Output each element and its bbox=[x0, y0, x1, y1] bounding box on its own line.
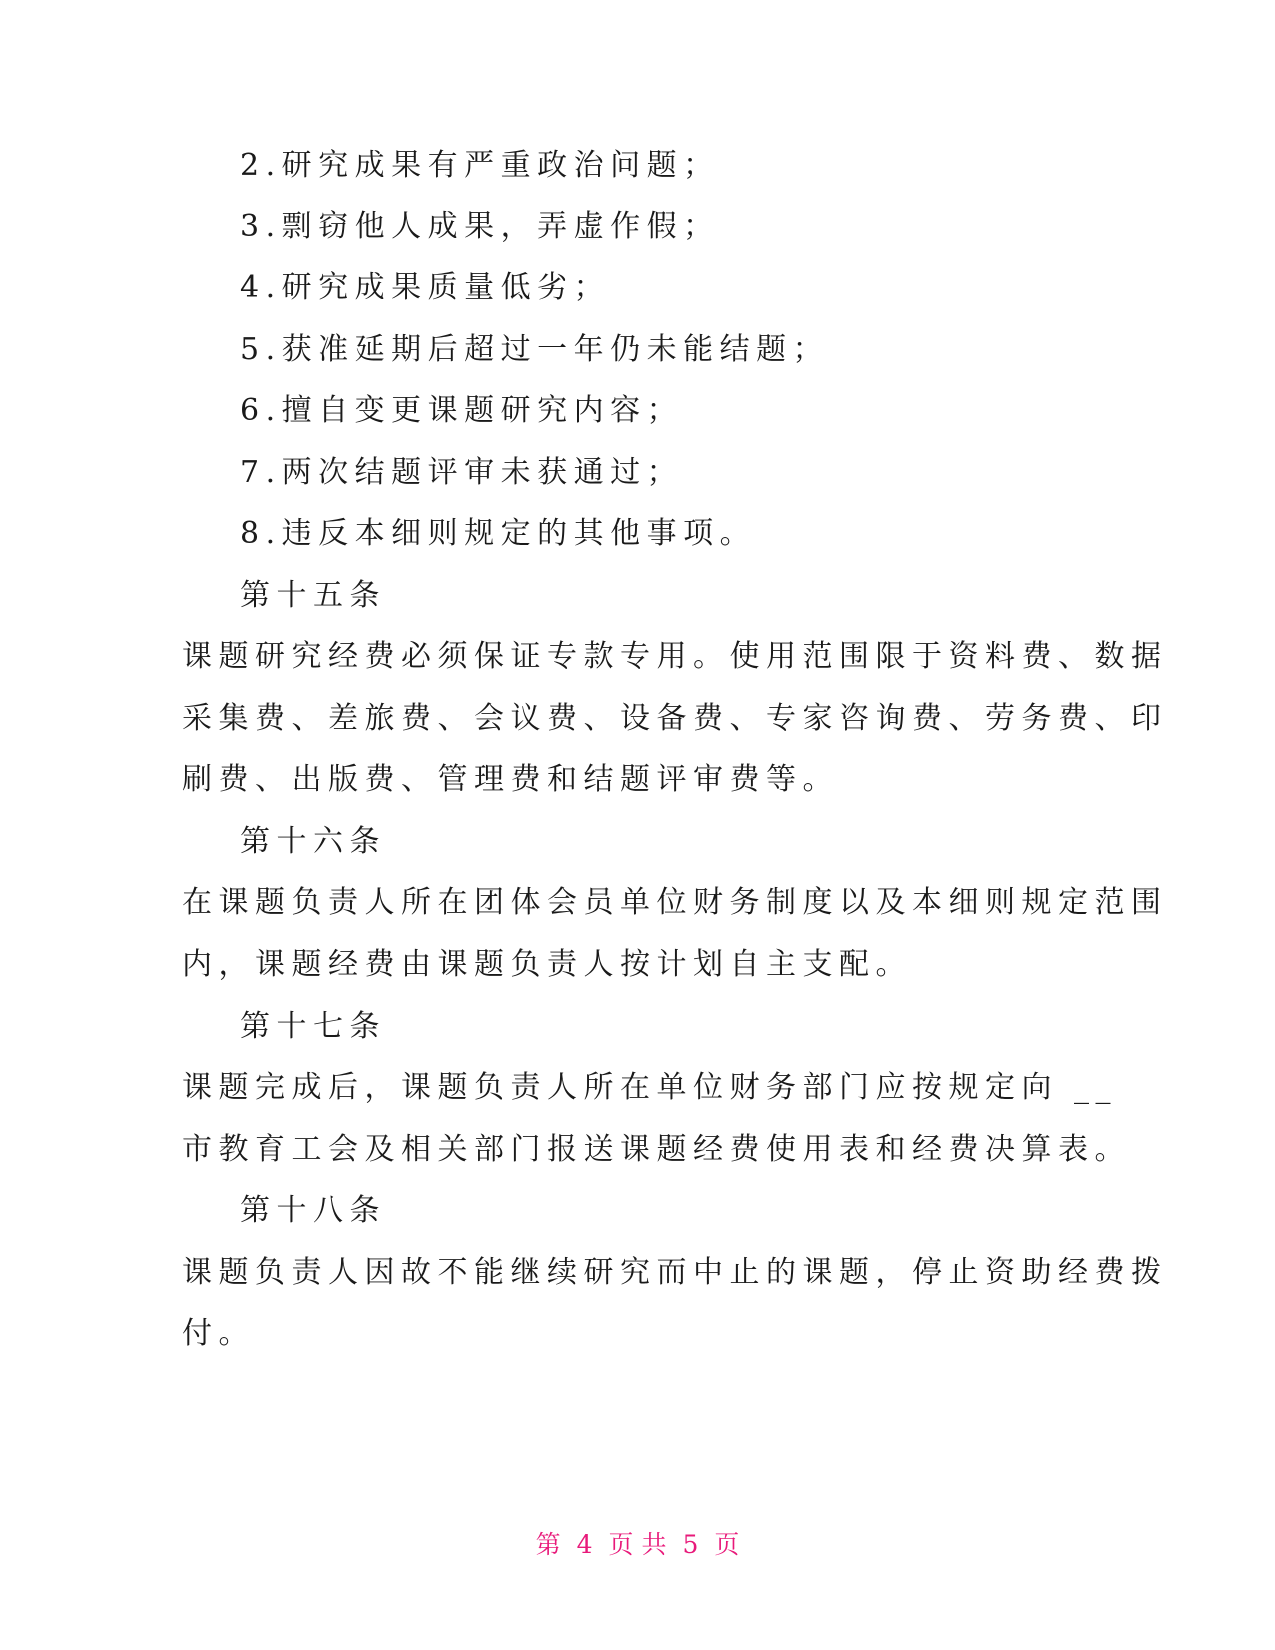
list-item: 8.违反本细则规定的其他事项。 bbox=[240, 516, 757, 551]
article-heading: 第十七条 bbox=[240, 1009, 386, 1044]
paragraph-line: 内，课题经费由课题负责人按计划自主支配。 bbox=[182, 947, 912, 982]
paragraph-line: 采集费、差旅费、会议费、设备费、专家咨询费、劳务费、印 bbox=[182, 701, 1168, 736]
list-item: 4.研究成果质量低劣； bbox=[240, 270, 611, 305]
footer-middle: 页 共 bbox=[608, 1530, 667, 1559]
article-heading: 第十五条 bbox=[240, 578, 386, 613]
page-number-footer bbox=[0, 1528, 1275, 1562]
footer-prefix: 第 bbox=[535, 1530, 561, 1559]
paragraph-line: 在课题负责人所在团体会员单位财务制度以及本细则规定范围 bbox=[182, 885, 1168, 920]
article-heading: 第十八条 bbox=[240, 1193, 386, 1228]
paragraph-line: 课题负责人因故不能继续研究而中止的课题，停止资助经费拨 bbox=[182, 1255, 1168, 1290]
list-item: 2.研究成果有严重政治问题； bbox=[240, 148, 720, 183]
article-heading: 第十六条 bbox=[240, 824, 386, 859]
current-page-number: 4 bbox=[576, 1530, 593, 1559]
paragraph-line: 付。 bbox=[182, 1316, 255, 1351]
paragraph-line: 市教育工会及相关部门报送课题经费使用表和经费决算表。 bbox=[182, 1132, 1131, 1167]
list-item: 3.剽窃他人成果，弄虚作假； bbox=[240, 209, 720, 244]
list-item: 6.擅自变更课题研究内容； bbox=[240, 393, 684, 428]
paragraph-line: 课题完成后，课题负责人所在单位财务部门应按规定向 __ bbox=[182, 1070, 1118, 1105]
list-item: 7.两次结题评审未获通过； bbox=[240, 455, 684, 490]
total-page-number: 5 bbox=[682, 1530, 699, 1559]
paragraph-line: 刷费、出版费、管理费和结题评审费等。 bbox=[182, 762, 839, 797]
paragraph-line: 课题研究经费必须保证专款专用。使用范围限于资料费、数据 bbox=[182, 639, 1168, 674]
list-item: 5.获准延期后超过一年仍未能结题； bbox=[240, 332, 830, 367]
footer-suffix: 页 bbox=[714, 1530, 740, 1559]
